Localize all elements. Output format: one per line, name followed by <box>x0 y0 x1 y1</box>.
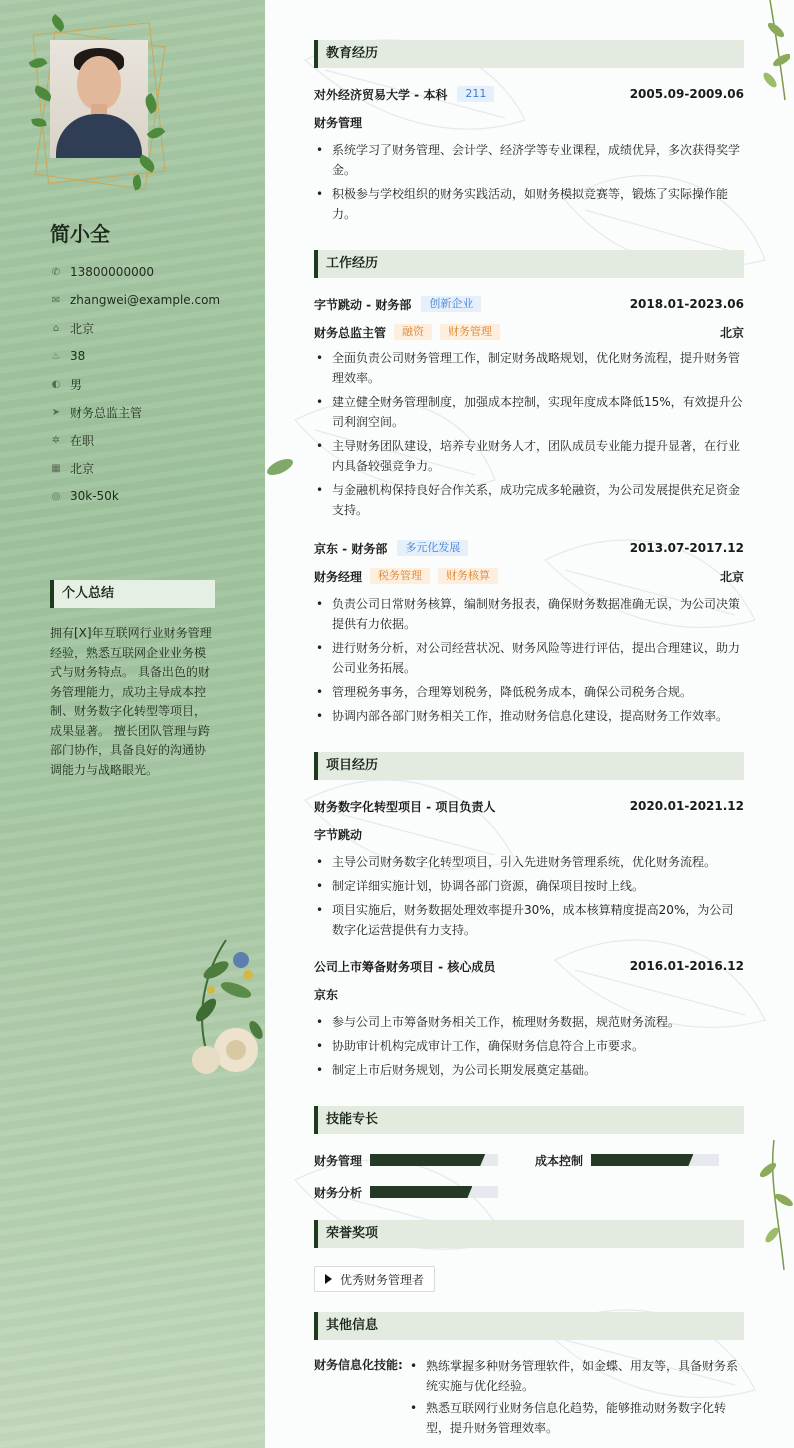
summary-title: 个人总结 <box>50 580 215 608</box>
info-status: ✲ 在职 <box>51 433 95 448</box>
mail-icon: ✉ <box>51 294 61 306</box>
projects-title: 项目经历 <box>314 752 744 780</box>
list-item: • 系统学习了财务管理、会计学、经济学等专业课程，成绩优异，多次获得奖学金。 <box>314 140 744 180</box>
job-city: 北京 <box>719 569 744 584</box>
education-major: 财务管理 <box>314 116 363 130</box>
list-item: • 负责公司日常财务核算，编制财务报表，确保财务数据准确无误，为公司决策提供有力依据。 <box>314 594 744 634</box>
money-icon: ◎ <box>51 490 61 502</box>
project-org: 字节跳动 <box>314 828 363 842</box>
job-city: 北京 <box>719 325 744 340</box>
leaf-icon <box>49 14 68 32</box>
list-item: • 主导财务团队建设，培养专业财务人才，团队成员专业能力提升显著，在行业内具备较强竞争力。 <box>314 436 744 476</box>
project-date: 2020.01-2021.12 <box>629 799 744 813</box>
education-date: 2005.09-2009.06 <box>629 87 744 101</box>
skill-item <box>535 1150 719 1170</box>
list-item: • 进行财务分析，对公司经营状况、财务风险等进行评估，提出合理建议，助力公司业务拓展。 <box>314 638 744 678</box>
job-position: 财务经理 <box>314 569 363 584</box>
list-item: • 积极参与学校组织的财务实践活动，如财务模拟竞赛等，锻炼了实际操作能力。 <box>314 184 744 224</box>
info-gender: ◐ 男 <box>51 377 83 392</box>
list-item: • 熟练掌握多种财务管理软件，如金蝶、用友等，具备财务系统实施与优化经验。 <box>410 1356 744 1396</box>
skill-item <box>314 1150 498 1170</box>
info-email: ✉ zhangwei@example.com <box>51 293 221 307</box>
project-org: 京东 <box>314 988 339 1002</box>
triangle-right-icon <box>325 1274 332 1284</box>
contact-info-list <box>50 258 250 510</box>
list-item: • 制定上市后财务规划，为公司长期发展奠定基础。 <box>314 1060 744 1080</box>
job-header <box>314 294 744 314</box>
job-bullets <box>314 594 744 730</box>
skill-name: 成本控制 <box>535 1153 584 1168</box>
job-position-row <box>314 322 744 342</box>
photo-frame <box>30 18 170 203</box>
other-bullets <box>410 1356 744 1440</box>
project-date: 2016.01-2016.12 <box>629 959 744 973</box>
info-hometown: ⌂ 北京 <box>50 314 250 342</box>
skill-bar <box>370 1154 498 1166</box>
work-title: 工作经历 <box>314 250 744 278</box>
project-header <box>314 956 744 976</box>
awards-title: 荣誉奖项 <box>314 1220 744 1248</box>
info-target-position: ➤ 财务总监主管 <box>51 405 143 420</box>
avatar <box>50 40 148 158</box>
skill-bar <box>591 1154 719 1166</box>
job-header <box>314 538 744 558</box>
education-bullets <box>314 140 744 228</box>
list-item: • 协调内部各部门财务相关工作，推动财务信息化建设，提高财务工作效率。 <box>314 706 744 726</box>
skill-name: 财务分析 <box>314 1185 363 1200</box>
list-item: • 管理税务事务，合理筹划税务，降低税务成本，确保公司税务合规。 <box>314 682 744 702</box>
job-date: 2013.07-2017.12 <box>629 541 744 555</box>
project-bullets <box>314 1012 744 1084</box>
status-icon: ✲ <box>51 434 61 446</box>
list-item: • 协助审计机构完成审计工作，确保财务信息符合上市要求。 <box>314 1036 744 1056</box>
list-item: • 建立健全财务管理制度，加强成本控制，实现年度成本降低15%，有效提升公司利润空间。 <box>314 392 744 432</box>
info-age: ♨ 38 <box>51 349 86 363</box>
education-header <box>314 84 744 104</box>
skill-item <box>314 1182 498 1202</box>
job-tag: 融资 <box>394 324 432 340</box>
list-item: • 项目实施后，财务数据处理效率提升30%，成本核算精度提高20%，为公司数字化运营提供有力支持。 <box>314 900 744 940</box>
skill-fill <box>370 1186 472 1198</box>
home-icon: ⌂ <box>52 322 60 334</box>
candidate-name: 简小全 <box>50 222 110 246</box>
project-bullets <box>314 852 744 944</box>
gender-icon: ◐ <box>51 378 61 390</box>
job-tag: 财务核算 <box>438 568 498 584</box>
list-item: • 熟悉互联网行业财务信息化趋势，能够推动财务数字化转型，提升财务管理效率。 <box>410 1398 744 1438</box>
job-company: 京东 - 财务部 <box>314 541 388 556</box>
sidebar <box>0 0 265 1448</box>
job-tag: 财务管理 <box>440 324 500 340</box>
school-name: 对外经济贸易大学 - 本科 <box>314 87 448 102</box>
job-position: 财务总监主管 <box>314 325 387 340</box>
project-header <box>314 796 744 816</box>
skill-fill <box>591 1154 693 1166</box>
job-tag: 税务管理 <box>370 568 430 584</box>
award-item <box>314 1266 435 1292</box>
list-item: • 制定详细实施计划，协调各部门资源，确保项目按时上线。 <box>314 876 744 896</box>
info-phone: ✆ 13800000000 <box>51 265 154 279</box>
send-icon: ➤ <box>51 406 61 418</box>
award-label: 优秀财务管理者 <box>340 1272 425 1287</box>
list-item: • 与金融机构保持良好合作关系，成功完成多轮融资，为公司发展提供充足资金支持。 <box>314 480 744 520</box>
other-label: 财务信息化技能: <box>314 1358 403 1372</box>
skill-fill <box>370 1154 485 1166</box>
job-date: 2018.01-2023.06 <box>629 297 744 311</box>
company-tag: 多元化发展 <box>397 540 468 556</box>
education-title: 教育经历 <box>314 40 744 68</box>
list-item: • 参与公司上市筹备财务相关工作，梳理财务数据，规范财务流程。 <box>314 1012 744 1032</box>
skills-title: 技能专长 <box>314 1106 744 1134</box>
info-target-city: ▦ 北京 <box>51 461 95 476</box>
summary-text: 拥有[X]年互联网行业财务管理经验，熟悉互联网企业业务模式与财务特点。 具备出色的财务管理能力，成功主导成本控制、财务数字化转型等项目，成果显著。 擅长团队管理与跨部门协作，具备良好的沟通协调能力与战略眼光。 <box>50 626 212 777</box>
project-name: 公司上市筹备财务项目 - 核心成员 <box>314 959 496 974</box>
job-bullets <box>314 348 744 524</box>
flower-decoration <box>186 930 266 1088</box>
list-item: • 主导公司财务数字化转型项目，引入先进财务管理系统，优化财务流程。 <box>314 852 744 872</box>
project-name: 财务数字化转型项目 - 项目负责人 <box>314 799 496 814</box>
list-item: • 全面负责公司财务管理工作，制定财务战略规划，优化财务流程，提升财务管理效率。 <box>314 348 744 388</box>
other-title: 其他信息 <box>314 1312 744 1340</box>
job-position-row <box>314 566 744 586</box>
job-company: 字节跳动 - 财务部 <box>314 297 412 312</box>
phone-icon: ✆ <box>51 266 61 278</box>
company-tag: 创新企业 <box>421 296 481 312</box>
info-salary: ◎ 30k-50k <box>51 489 119 503</box>
skill-bar <box>370 1186 498 1198</box>
skill-name: 财务管理 <box>314 1153 363 1168</box>
building-icon: ▦ <box>51 462 61 474</box>
cake-icon: ♨ <box>51 350 61 362</box>
school-tag: 211 <box>457 86 494 102</box>
